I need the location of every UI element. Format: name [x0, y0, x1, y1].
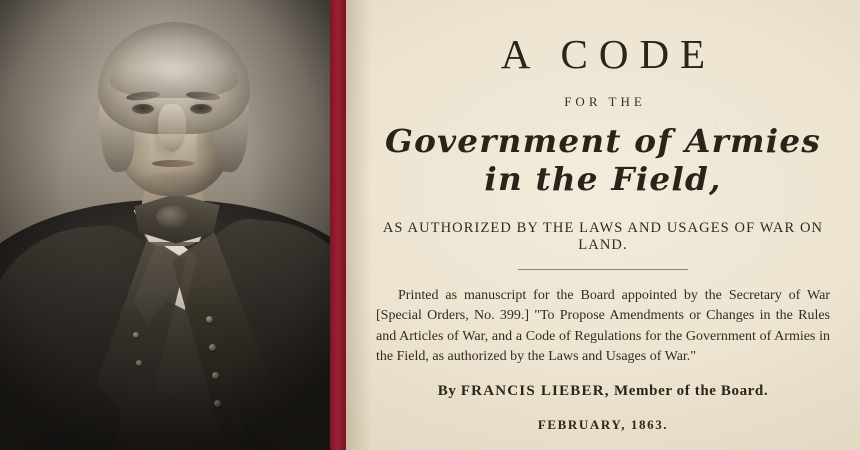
authorization-line: AS AUTHORIZED BY THE LAWS AND USAGES OF WAR ON LAND. — [382, 220, 824, 253]
red-divider — [330, 0, 346, 450]
portrait-photograph — [0, 0, 330, 450]
publication-date: FEBRUARY, 1863. — [537, 417, 669, 433]
byline-suffix: Member of the Board. — [609, 383, 769, 400]
subject-line: Government of Armies in the Field, — [384, 122, 822, 198]
for-the-label: FOR THE — [564, 94, 646, 109]
portrait-vignette — [0, 0, 330, 450]
author-name: FRANCIS LIEBER, — [460, 383, 610, 400]
byline — [376, 383, 830, 400]
printing-note: Printed as manuscript for the Board appointed by the Secretary of War [Special Orders, No. 399.] "To Propose Amendments or Changes in the Rules and Articles of War, and a Code of Regulations for the Government of Armies in the Field, as authorized by the Laws and Usages of War." — [376, 288, 830, 364]
horizontal-rule — [518, 269, 688, 270]
page-title: A CODE — [500, 31, 717, 77]
byline-prefix: By — [437, 383, 461, 400]
title-page-scan — [346, 0, 860, 450]
